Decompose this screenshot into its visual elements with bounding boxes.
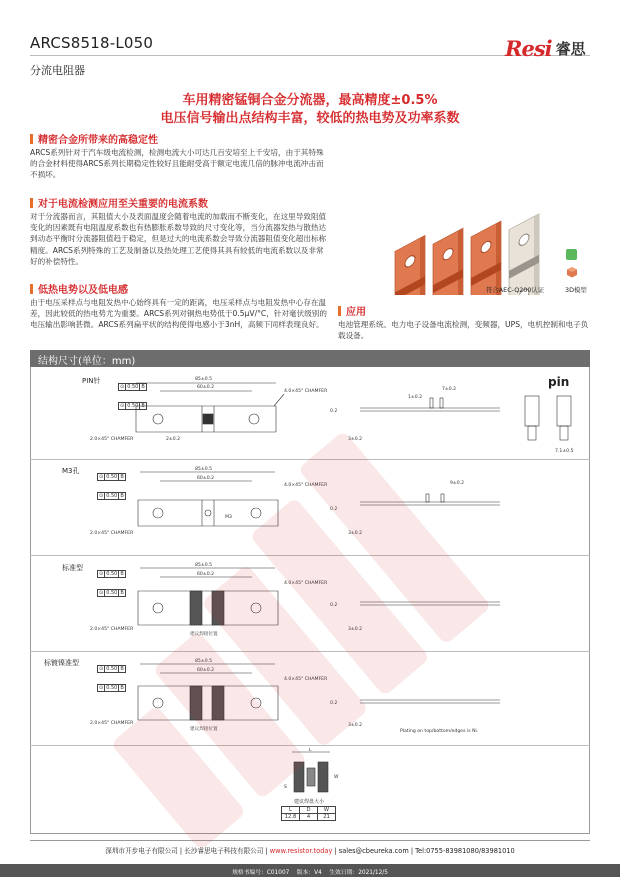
brand-logo (505, 36, 586, 61)
section-bar-icon (30, 134, 33, 144)
section-bar-icon (30, 198, 33, 208)
m3-hole-label: M3 (225, 515, 232, 520)
pad-footprint-drawing (280, 748, 350, 800)
section-heading-thermal-emf: 低热电势以及低电感 (30, 281, 128, 296)
pad-size-table (281, 806, 336, 821)
dim-thickness: 3±0.2 (348, 531, 363, 536)
3d-model-icon[interactable] (566, 266, 578, 278)
drawing-m3-variant (30, 462, 590, 554)
website-link[interactable]: www.resistor.today (269, 847, 333, 855)
logo-mark: Resi (505, 36, 552, 61)
footer-divider (30, 840, 590, 841)
pad-table-cell: 4 (300, 814, 318, 821)
drawing-nickel-variant (30, 654, 590, 744)
dim-thickness: 3±0.2 (348, 437, 363, 442)
position-tolerance-frame: ⊙ 0.50 B (99, 474, 124, 480)
application-text: 电池管理系统、电力电子设备电流检测，变频器，UPS，电机控制和电子负载设备。 (338, 320, 589, 341)
row-label-standard: 标准型 (62, 564, 83, 572)
dim-total-length: 85±0.5 (195, 659, 213, 664)
pad-table-cell: 12.8 (282, 814, 300, 821)
pad-table-header: W (318, 807, 336, 814)
row-label-nickel-plated: 标镀镍准型 (44, 659, 79, 667)
section-heading-application: 应用 (338, 303, 366, 318)
dim-stud-spacing: 9±0.2 (450, 481, 465, 486)
chamfer-left-note: 2.0×45° CHAMFER (90, 531, 134, 536)
row-label-pin: PIN针 (82, 377, 101, 385)
position-tolerance-frame: ⊙ 0.50 B (99, 571, 124, 577)
document-subtitle: 分流电阻器 (30, 64, 85, 77)
pin-detail-title: pin (548, 375, 570, 389)
dim-thickness: 3±0.2 (348, 627, 363, 632)
chamfer-right-note: 4.0×45° CHAMFER (284, 581, 328, 586)
drawing-standard-variant (30, 558, 590, 650)
headline-line-2: 电压信号输出点结构丰富，较低的热电势及功率系数 (160, 111, 460, 126)
3d-model-label[interactable]: 3D模型 (565, 286, 587, 294)
dim-thickness: 3±0.2 (348, 723, 363, 728)
section-bar-icon (30, 284, 33, 294)
section-heading-stability: 精密合金所带来的高稳定性 (30, 131, 158, 146)
pad-caption: 建议焊盘大小 (294, 799, 325, 805)
structure-panel-title: 结构尺寸(单位：mm) (30, 350, 590, 367)
section-text-current-coefficient: 对于分流器而言，其阻值大小及表面温度会随着电流的加载而不断变化，在这里导致阻值变化的因素既有电阻温度系数也有热膨胀系数导致的尺寸变化等，当分流器发热与散热达到动态平衡时分流器阻值趋于稳定，但是过大的电流系数会导致分流器阻值变化超出标称精度。ARCS系列特殊的工艺及制备以及热处理工艺使得其具有较低的电流系数以及非常好的补偿特性。 (30, 212, 327, 266)
product-image (375, 130, 595, 295)
dim-total-length: 85±0.5 (195, 467, 213, 472)
dim-pin-height: 7.1±0.5 (555, 449, 574, 454)
weld-position-note: 建议焊接位置 (190, 727, 218, 732)
footer-meta-bar: 规格书编号：C01007 版本：V4 生效日期：2021/12/5 (0, 864, 620, 877)
row-divider (30, 459, 590, 460)
section-bar-icon (338, 306, 341, 316)
dim-total-length: 85±0.5 (195, 377, 213, 382)
pad-space-label: S (284, 785, 287, 790)
flatness-value: 0.2 (330, 409, 338, 414)
headline-line-1: 车用精密锰铜合金分流器，最高精度±0.5% (182, 93, 438, 108)
pad-length-label: L (309, 748, 312, 753)
version: V4 (314, 870, 322, 876)
dim-pin-spacing: 7±0.2 (442, 387, 457, 392)
spec-code: C01007 (266, 870, 290, 876)
certification-label: 符合AEC-Q200认证 (486, 286, 545, 294)
weld-position-note: 建议焊接位置 (190, 632, 218, 637)
flatness-value: 0.2 (330, 507, 338, 512)
position-tolerance-frame: ⊙ 0.50 B (99, 493, 124, 499)
section-text-stability: ARCS系列针对于汽车级电流检测，检测电流大小可达几百安培至上千安培，由于其特殊的合金材料使得ARCS系列长期稳定性较好且能耐受高于额定电流几倍的脉冲电流冲击而不损坏。 (30, 148, 324, 180)
position-tolerance-frame: ⊙ 0.50 B (120, 403, 145, 409)
row-label-m3: M3孔 (62, 467, 80, 475)
position-tolerance-frame: ⊙ 0.50 B (99, 685, 124, 691)
pad-width-label: W (334, 775, 339, 780)
chamfer-left-note: 2.0×45° CHAMFER (90, 627, 134, 632)
pad-table-header: L (282, 807, 300, 814)
section-text-thermal-emf: 由于电压采样点与电阻发热中心始终具有一定的距离，电压采样点与电阻发热中心存在温差，因此较低的热电势尤为重要。ARCS系列对铜热电势低于0.5μV/°C，针对毫伏级别的电压输出影响甚微。ARCS系列扁平状的结构使得电感小于3nH，高频下同样表现良好。 (30, 298, 327, 330)
section-heading-current-coefficient: 对于电流检测应用至关重要的电流系数 (30, 195, 208, 210)
logo-text: 睿思 (555, 40, 586, 58)
chamfer-left-note: 2.0×45° CHAMFER (90, 721, 134, 726)
dim-inner-length: 60±0.2 (197, 668, 215, 673)
row-divider (30, 651, 590, 652)
pad-table-header: D (300, 807, 318, 814)
row-divider (30, 555, 590, 556)
row-divider (30, 745, 590, 746)
pad-table-cell: 21 (318, 814, 336, 821)
dim-small: 2±0.2 (166, 437, 181, 442)
position-tolerance-frame: ⊙ 0.50 B (99, 666, 124, 672)
dim-inner-length: 60±0.2 (197, 476, 215, 481)
dim-pin-width: 1±0.2 (408, 395, 423, 400)
position-tolerance-frame: ⊙ 0.50 B (99, 590, 124, 596)
chamfer-right-note: 4.0×45° CHAMFER (284, 677, 328, 682)
position-tolerance-frame: ⊙ 0.50 B (120, 384, 145, 390)
footer-contact: 深圳市开步电子有限公司 | 长沙睿思电子科技有限公司 | www.resistor.today | sales@cbeureka.com | Tel:0755-83981080/83981010 (105, 847, 515, 855)
chamfer-right-note: 4.0×45° CHAMFER (284, 389, 328, 394)
dim-inner-length: 60±0.2 (197, 385, 215, 390)
flatness-value: 0.2 (330, 603, 338, 608)
dim-total-length: 85±0.5 (195, 563, 213, 568)
plating-note: Plating on top/bottom/edges is Ni. (400, 729, 479, 734)
flatness-value: 0.2 (330, 701, 338, 706)
drawing-pin-variant (30, 368, 590, 458)
effective-date: 2021/12/5 (358, 870, 388, 876)
aec-q200-icon (566, 249, 577, 260)
document-title: ARCS8518-L050 (30, 34, 154, 52)
dim-inner-length: 60±0.2 (197, 572, 215, 577)
chamfer-left-note: 2.0×45° CHAMFER (90, 437, 134, 442)
chamfer-right-note: 4.0×45° CHAMFER (284, 483, 328, 488)
